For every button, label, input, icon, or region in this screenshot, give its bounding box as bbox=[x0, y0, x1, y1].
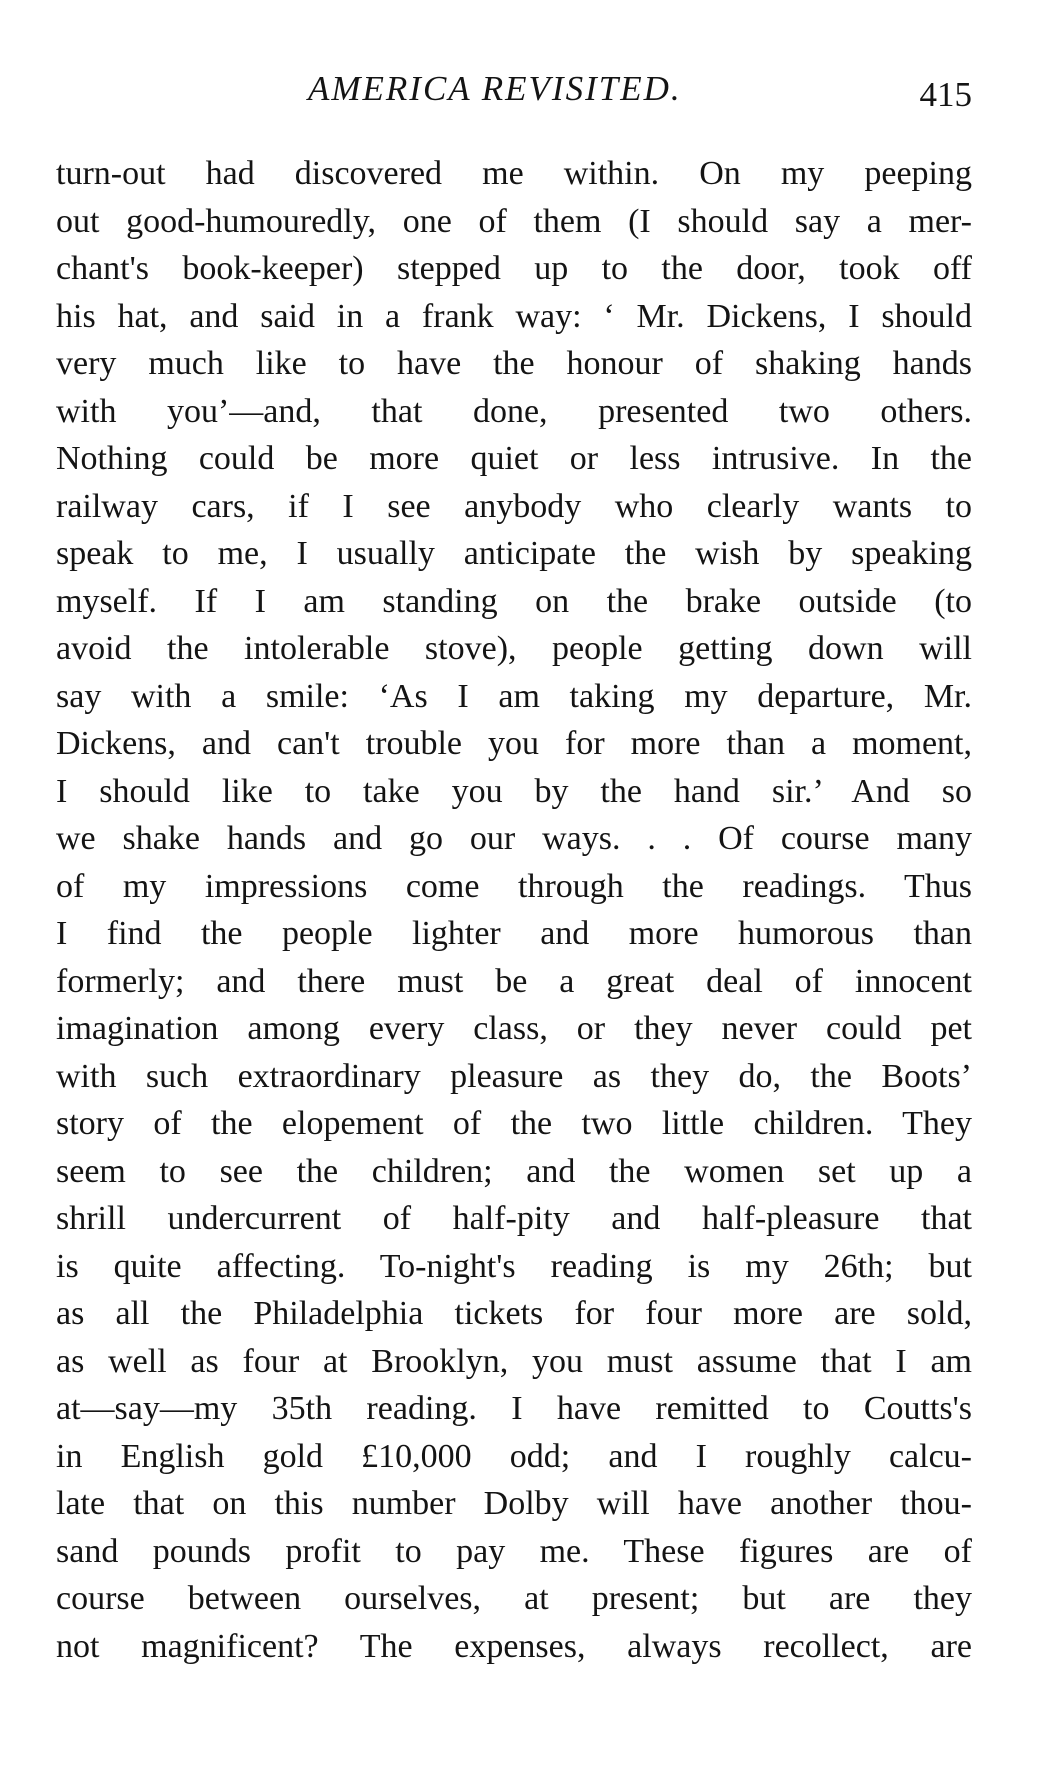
text-line: of my impressions come through the readings. Thus bbox=[56, 867, 972, 905]
page-header bbox=[56, 64, 972, 114]
text-line: late that on this number Dolby will have another thou- bbox=[56, 1485, 972, 1522]
text-line: as all the Philadelphia tickets for four more are sold, bbox=[56, 1295, 972, 1332]
text-line: Nothing could be more quiet or less intrusive. In the bbox=[56, 440, 972, 477]
text-line: out good-humouredly, one of them (I should say a mer- bbox=[56, 202, 972, 240]
text-line: with such extraordinary pleasure as they do, the Boots’ bbox=[56, 1057, 972, 1095]
body-text bbox=[56, 150, 972, 1670]
text-line: say with a smile: ‘As I am taking my departure, Mr. bbox=[56, 677, 972, 715]
text-line: I should like to take you by the hand sir.’ And so bbox=[56, 772, 972, 810]
text-line: imagination among every class, or they never could pet bbox=[56, 1010, 972, 1047]
text-line: not magnificent? The expenses, always recollect, are bbox=[56, 1627, 972, 1665]
text-line: is quite affecting. To-night's reading is my 26th; but bbox=[56, 1247, 972, 1285]
text-line: railway cars, if I see anybody who clearly wants to bbox=[56, 487, 972, 525]
text-line: speak to me, I usually anticipate the wish by speaking bbox=[56, 535, 972, 572]
text-line: turn-out had discovered me within. On my peeping bbox=[56, 155, 972, 192]
text-line: as well as four at Brooklyn, you must assume that I am bbox=[56, 1342, 972, 1380]
text-line: story of the elopement of the two little children. They bbox=[56, 1105, 972, 1142]
text-line: chant's book-keeper) stepped up to the door, took off bbox=[56, 250, 972, 287]
text-line: with you’—and, that done, presented two others. bbox=[56, 392, 972, 430]
text-line: we shake hands and go our ways. . . Of course many bbox=[56, 820, 972, 857]
text-line: formerly; and there must be a great deal of innocent bbox=[56, 962, 972, 1000]
text-line: myself. If I am standing on the brake outside (to bbox=[56, 582, 972, 620]
page-number: 415 bbox=[919, 75, 972, 114]
text-line: sand pounds profit to pay me. These figures are of bbox=[56, 1532, 972, 1570]
text-line: seem to see the children; and the women set up a bbox=[56, 1152, 972, 1190]
text-line: Dickens, and can't trouble you for more than a moment, bbox=[56, 725, 972, 762]
text-line: at—say—my 35th reading. I have remitted to Coutts's bbox=[56, 1390, 972, 1427]
running-head: AMERICA REVISITED. bbox=[308, 69, 682, 108]
text-line: very much like to have the honour of shaking hands bbox=[56, 345, 972, 382]
text-line: his hat, and said in a frank way: ‘ Mr. Dickens, I should bbox=[56, 297, 972, 335]
text-line: course between ourselves, at present; but are they bbox=[56, 1580, 972, 1617]
text-line: I find the people lighter and more humorous than bbox=[56, 915, 972, 952]
text-line: shrill undercurrent of half-pity and half-pleasure that bbox=[56, 1200, 972, 1237]
text-line: in English gold £10,000 odd; and I roughly calcu- bbox=[56, 1437, 972, 1475]
text-line: avoid the intolerable stove), people getting down will bbox=[56, 630, 972, 667]
